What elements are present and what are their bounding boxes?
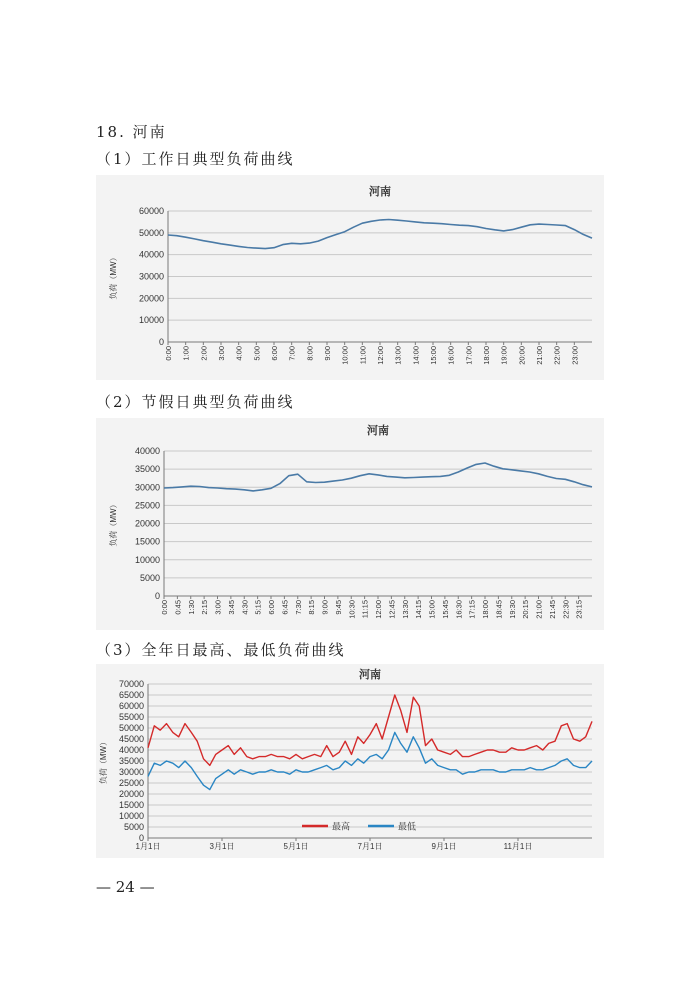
- x-tick-label: 11月1日: [503, 842, 533, 851]
- x-tick-label: 19:30: [507, 600, 517, 619]
- y-tick-label: 35000: [134, 464, 160, 475]
- x-tick-label: 18:00: [482, 346, 491, 365]
- y-tick-label: 40000: [138, 249, 164, 260]
- x-tick-label: 11:15: [360, 600, 370, 619]
- x-tick-label: 7:30: [293, 600, 303, 615]
- x-tick-label: 2:15: [200, 600, 210, 615]
- x-tick-label: 5:00: [252, 346, 262, 361]
- y-tick-label: 50000: [118, 723, 144, 733]
- chart-1-heading: （1）工作日典型负荷曲线: [96, 150, 295, 168]
- x-tick-label: 8:15: [307, 600, 317, 615]
- y-tick-label: 50000: [138, 227, 164, 238]
- x-tick-label: 6:00: [270, 346, 279, 361]
- x-tick-label: 0:45: [173, 600, 183, 615]
- x-tick-label: 19:00: [499, 346, 509, 365]
- x-tick-label: 9:00: [323, 346, 332, 361]
- x-tick-label: 2:00: [199, 346, 209, 361]
- x-tick-label: 23:15: [574, 600, 584, 619]
- y-tick-label: 40000: [134, 446, 160, 456]
- y-tick-label: 35000: [118, 756, 144, 766]
- y-tick-label: 55000: [118, 712, 144, 722]
- x-tick-label: 10:30: [347, 600, 357, 619]
- x-tick-label: 6:00: [267, 600, 276, 615]
- annual-max-min-load-chart: [96, 664, 604, 858]
- x-tick-label: 17:00: [464, 346, 474, 365]
- weekday-load-chart: [96, 175, 604, 380]
- y-axis-label: 负荷（MW）: [99, 737, 108, 785]
- page-number: — 24 —: [96, 878, 155, 896]
- x-tick-label: 16:30: [454, 600, 464, 619]
- y-tick-label: 30000: [138, 271, 164, 282]
- series-line-1: [164, 463, 592, 491]
- y-tick-label: 5000: [139, 572, 160, 583]
- x-tick-label: 9月1日: [431, 842, 457, 851]
- legend-label: 最低: [398, 821, 417, 832]
- y-tick-label: 45000: [118, 734, 144, 744]
- legend-label: 最高: [332, 821, 351, 832]
- x-tick-label: 7:00: [287, 346, 297, 361]
- x-tick-label: 3月1日: [209, 842, 235, 851]
- y-tick-label: 15000: [118, 800, 144, 810]
- x-tick-label: 14:00: [411, 346, 421, 365]
- x-tick-label: 15:00: [427, 600, 437, 619]
- x-tick-label: 9:00: [320, 600, 330, 615]
- y-tick-label: 30000: [118, 767, 144, 777]
- x-tick-label: 3:45: [226, 600, 236, 615]
- y-tick-label: 15000: [134, 536, 160, 547]
- y-tick-label: 60000: [138, 206, 164, 216]
- x-tick-label: 5月1日: [283, 842, 309, 851]
- y-tick-label: 0: [154, 591, 160, 601]
- x-tick-label: 8:00: [305, 346, 315, 361]
- chart-2-container: [96, 418, 604, 630]
- x-tick-label: 1:00: [181, 346, 191, 361]
- y-tick-label: 0: [138, 833, 144, 843]
- y-tick-label: 20000: [134, 518, 160, 529]
- y-axis-label: 负荷（MW）: [109, 500, 118, 547]
- x-tick-label: 15:45: [440, 600, 450, 619]
- x-tick-label: 9:45: [333, 600, 343, 615]
- y-tick-label: 60000: [118, 701, 144, 711]
- x-tick-label: 21:00: [534, 600, 544, 619]
- x-tick-label: 22:30: [561, 600, 571, 619]
- chart-2-heading: （2）节假日典型负荷曲线: [96, 393, 295, 411]
- chart-1-container: [96, 175, 604, 380]
- y-tick-label: 30000: [134, 482, 160, 493]
- y-tick-label: 5000: [123, 822, 144, 832]
- y-tick-label: 20000: [138, 293, 164, 304]
- x-tick-label: 1:30: [186, 600, 196, 615]
- x-tick-label: 23:00: [570, 346, 580, 365]
- x-tick-label: 17:15: [467, 600, 477, 619]
- y-tick-label: 20000: [118, 789, 144, 799]
- y-tick-label: 10000: [138, 315, 164, 326]
- x-tick-label: 14:15: [414, 600, 424, 619]
- x-tick-label: 18:00: [481, 600, 490, 619]
- y-axis-label: 负荷（MW）: [109, 253, 118, 300]
- x-tick-label: 15:00: [429, 346, 438, 365]
- x-tick-label: 22:00: [552, 346, 562, 365]
- section-heading: 18. 河南: [96, 123, 167, 141]
- y-tick-label: 25000: [134, 500, 160, 511]
- x-tick-label: 11:00: [358, 346, 368, 365]
- x-tick-label: 6:45: [280, 600, 290, 615]
- y-tick-label: 40000: [118, 745, 144, 755]
- x-tick-label: 21:45: [547, 600, 557, 619]
- x-tick-label: 0:00: [160, 600, 169, 615]
- x-tick-label: 12:00: [376, 346, 385, 365]
- x-tick-label: 13:30: [400, 600, 410, 619]
- x-tick-label: 10:00: [340, 346, 350, 365]
- x-tick-label: 13:00: [393, 346, 403, 365]
- x-tick-label: 20:15: [521, 600, 531, 619]
- y-tick-label: 25000: [118, 778, 144, 788]
- x-tick-label: 12:00: [374, 600, 383, 619]
- x-tick-label: 4:00: [234, 346, 244, 361]
- x-tick-label: 18:45: [494, 600, 504, 619]
- x-tick-label: 12:45: [387, 600, 397, 619]
- y-tick-label: 70000: [118, 679, 144, 689]
- chart-2-title: 河南: [367, 425, 389, 437]
- x-tick-label: 7月1日: [357, 842, 383, 851]
- x-tick-label: 4:30: [240, 600, 250, 615]
- y-tick-label: 0: [158, 337, 164, 347]
- y-tick-label: 65000: [118, 690, 144, 700]
- chart-3-heading: （3）全年日最高、最低负荷曲线: [96, 641, 346, 659]
- x-tick-label: 21:00: [535, 346, 544, 365]
- x-tick-label: 20:00: [517, 346, 527, 365]
- y-tick-label: 10000: [118, 811, 144, 821]
- chart-1-title: 河南: [369, 186, 391, 198]
- x-tick-label: 16:00: [446, 346, 456, 365]
- y-tick-label: 10000: [134, 554, 160, 565]
- series-line-1: [168, 220, 592, 249]
- x-tick-label: 5:15: [253, 600, 263, 615]
- chart-3-container: [96, 664, 604, 858]
- holiday-load-chart: [96, 418, 604, 630]
- chart-3-title: 河南: [359, 669, 381, 681]
- x-tick-label: 3:00: [213, 600, 223, 615]
- x-tick-label: 3:00: [217, 346, 226, 361]
- x-tick-label: 0:00: [164, 346, 173, 361]
- x-tick-label: 1月1日: [135, 842, 161, 851]
